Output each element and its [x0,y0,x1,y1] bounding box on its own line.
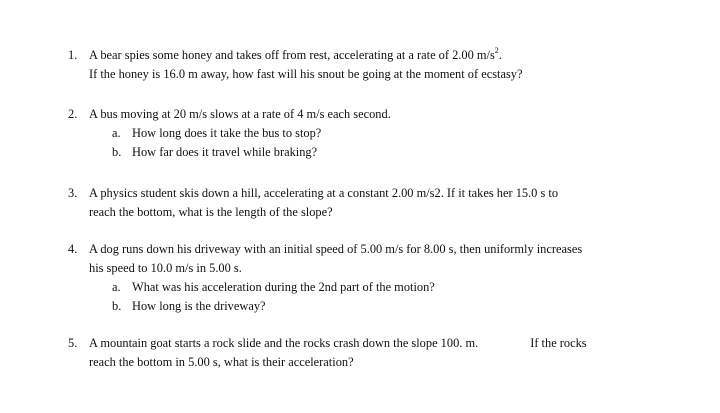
problem-5-text-1: A mountain goat starts a rock slide and the rocks crash down the slope 100. m. [89,336,479,350]
problem-5-number: 5. [68,336,78,350]
problem-5-line-tail: If the rocks [530,336,587,350]
problem-4-subpart-b-text: How long is the driveway? [132,299,266,313]
problem-1-superscript: 2 [494,45,499,55]
problem-4-subpart-a-text: What was his acceleration during the 2nd part of the motion? [132,280,435,294]
problem-1-number: 1. [68,48,78,62]
problem-4-number: 4. [68,242,78,256]
problem-5-text-2: reach the bottom in 5.00 s, what is their acceleration? [89,355,354,369]
problem-2-subpart-a-text: How long does it take the bus to stop? [132,126,322,140]
problem-2-text-1: A bus moving at 20 m/s slows at a rate of 4 m/s each second. [89,107,391,121]
problem-3-text-2: reach the bottom, what is the length of the slope? [89,205,333,219]
problem-1-text-2: If the honey is 16.0 m away, how fast will his snout be going at the moment of ecstasy? [89,67,523,81]
problem-2-subpart-a-letter: a. [112,126,121,140]
problem-3-number: 3. [68,186,78,200]
problem-3-text-1: A physics student skis down a hill, accelerating at a constant 2.00 m/s2. If it takes her 15.0 s to [89,186,559,200]
problem-1-text-1: A bear spies some honey and takes off from rest, accelerating at a rate of 2.00 m/s [89,48,495,62]
problem-1-line-end: . [498,48,502,62]
problem-4-subpart-a-letter: a. [112,280,121,294]
problem-2-number: 2. [68,107,78,121]
problem-2-subpart-b-text: How far does it travel while braking? [132,145,318,159]
problem-2-subpart-b-letter: b. [112,145,122,159]
problem-4-text-2: his speed to 10.0 m/s in 5.00 s. [89,261,242,275]
problem-4-subpart-b-letter: b. [112,299,122,313]
problem-4-text-1: A dog runs down his driveway with an initial speed of 5.00 m/s for 8.00 s, then uniformly increases [89,242,583,256]
